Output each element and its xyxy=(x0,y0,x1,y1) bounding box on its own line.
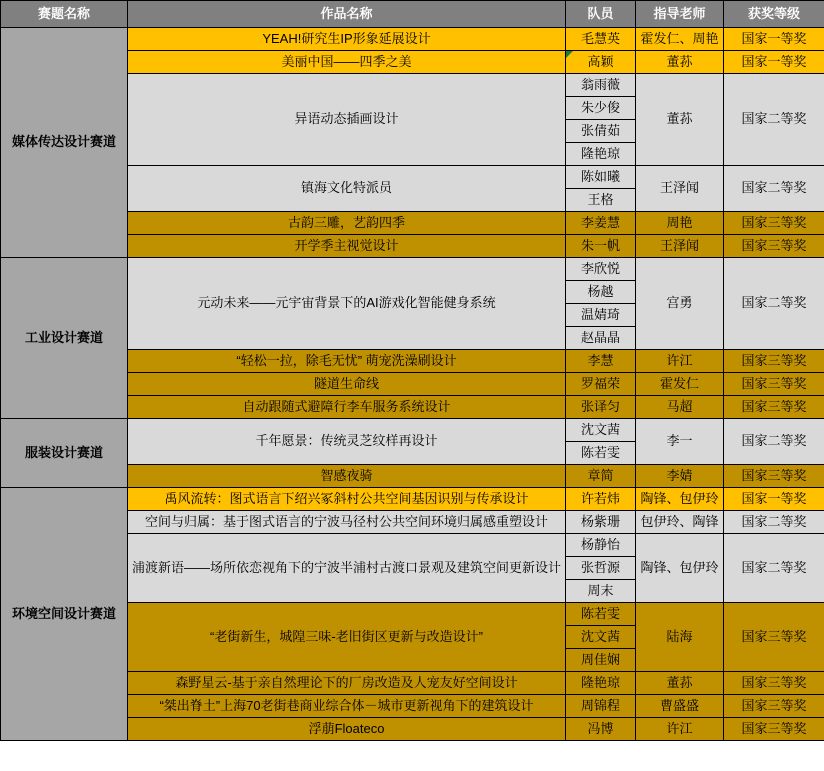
cell-error-indicator-icon xyxy=(566,51,573,58)
member-name-cell[interactable]: 沈文茜 xyxy=(566,419,636,442)
member-name-cell[interactable]: 赵晶晶 xyxy=(566,327,636,350)
work-title-cell[interactable]: 空间与归属：基于图式语言的宁波马径村公共空间环境归属感重塑设计 xyxy=(128,511,566,534)
member-name-cell[interactable]: 杨静怡 xyxy=(566,534,636,557)
award-level-cell[interactable]: 国家二等奖 xyxy=(724,258,824,350)
advisor-cell[interactable]: 马超 xyxy=(636,396,724,419)
member-name-cell[interactable]: 朱一帆 xyxy=(566,235,636,258)
work-title-cell[interactable]: 开学季主视觉设计 xyxy=(128,235,566,258)
header-cell-topic[interactable]: 赛题名称 xyxy=(1,1,128,28)
member-name-cell[interactable]: 周锦程 xyxy=(566,695,636,718)
advisor-cell[interactable]: 王泽闻 xyxy=(636,166,724,212)
section-name-cell[interactable]: 工业设计赛道 xyxy=(1,258,128,419)
section-name-cell[interactable]: 服装设计赛道 xyxy=(1,419,128,488)
award-level-cell[interactable]: 国家三等奖 xyxy=(724,465,824,488)
award-level-cell[interactable]: 国家三等奖 xyxy=(724,212,824,235)
award-level-cell[interactable]: 国家一等奖 xyxy=(724,488,824,511)
work-title-cell[interactable]: “轻松一拉，除毛无忧” 萌宠洗澡刷设计 xyxy=(128,350,566,373)
work-title-cell[interactable]: 自动跟随式避障行李车服务系统设计 xyxy=(128,396,566,419)
award-level-cell[interactable]: 国家三等奖 xyxy=(724,718,824,741)
work-title-cell[interactable]: YEAH!研究生IP形象延展设计 xyxy=(128,28,566,51)
advisor-cell[interactable]: 陆海 xyxy=(636,603,724,672)
member-name-cell[interactable]: 高颖 xyxy=(566,51,636,74)
section-name-cell[interactable]: 环境空间设计赛道 xyxy=(1,488,128,741)
member-name-cell[interactable]: 陈如曦 xyxy=(566,166,636,189)
work-title-cell[interactable]: 禹风流转：图式语言下绍兴冢斜村公共空间基因识别与传承设计 xyxy=(128,488,566,511)
member-name-cell[interactable]: 王格 xyxy=(566,189,636,212)
member-name-cell[interactable]: 许若炜 xyxy=(566,488,636,511)
member-name-cell[interactable]: 陈若雯 xyxy=(566,442,636,465)
award-level-cell[interactable]: 国家一等奖 xyxy=(724,28,824,51)
work-title-cell[interactable]: 隧道生命线 xyxy=(128,373,566,396)
advisor-cell[interactable]: 李婧 xyxy=(636,465,724,488)
member-name-cell[interactable]: 温婧琦 xyxy=(566,304,636,327)
member-name-cell[interactable]: 冯博 xyxy=(566,718,636,741)
header-cell-advisor[interactable]: 指导老师 xyxy=(636,1,724,28)
work-title-cell[interactable]: 古韵三雕，艺韵四季 xyxy=(128,212,566,235)
award-level-cell[interactable]: 国家三等奖 xyxy=(724,396,824,419)
advisor-cell[interactable]: 王泽闻 xyxy=(636,235,724,258)
advisor-cell[interactable]: 周艳 xyxy=(636,212,724,235)
table-row xyxy=(1,28,824,51)
member-name-cell[interactable]: 杨紫珊 xyxy=(566,511,636,534)
member-name-cell[interactable]: 隆艳琼 xyxy=(566,143,636,166)
table-row xyxy=(1,258,824,281)
award-level-cell[interactable]: 国家三等奖 xyxy=(724,373,824,396)
award-level-cell[interactable]: 国家三等奖 xyxy=(724,235,824,258)
member-name-cell[interactable]: 李欣悦 xyxy=(566,258,636,281)
member-name-cell[interactable]: 沈文茜 xyxy=(566,626,636,649)
member-name-cell[interactable]: 周末 xyxy=(566,580,636,603)
member-name-cell[interactable]: 张哲源 xyxy=(566,557,636,580)
award-level-cell[interactable]: 国家二等奖 xyxy=(724,419,824,465)
member-name-cell[interactable]: 罗福荣 xyxy=(566,373,636,396)
table-body xyxy=(1,28,824,741)
award-level-cell[interactable]: 国家一等奖 xyxy=(724,51,824,74)
work-title-cell[interactable]: “老街新生，城隍三味-老旧街区更新与改造设计” xyxy=(128,603,566,672)
member-name-cell[interactable]: 张倩茹 xyxy=(566,120,636,143)
member-name-cell[interactable]: 翁雨薇 xyxy=(566,74,636,97)
work-title-cell[interactable]: “桀出脊土”上海70老街巷商业综合体－城市更新视角下的建筑设计 xyxy=(128,695,566,718)
advisor-cell[interactable]: 许江 xyxy=(636,718,724,741)
advisor-cell[interactable]: 董荪 xyxy=(636,51,724,74)
table-row xyxy=(1,488,824,511)
advisor-cell[interactable]: 霍发仁 xyxy=(636,373,724,396)
member-name-cell[interactable]: 陈若雯 xyxy=(566,603,636,626)
work-title-cell[interactable]: 元动未来——元宇宙背景下的AI游戏化智能健身系统 xyxy=(128,258,566,350)
work-title-cell[interactable]: 森野星云-基于亲自然理论下的厂房改造及人宠友好空间设计 xyxy=(128,672,566,695)
member-name-cell[interactable]: 李慧 xyxy=(566,350,636,373)
work-title-cell[interactable]: 千年愿景：传统灵芝纹样再设计 xyxy=(128,419,566,465)
work-title-cell[interactable]: 美丽中国——四季之美 xyxy=(128,51,566,74)
award-level-cell[interactable]: 国家二等奖 xyxy=(724,74,824,166)
work-title-cell[interactable]: 浮萠Floateco xyxy=(128,718,566,741)
member-name-cell[interactable]: 隆艳琼 xyxy=(566,672,636,695)
member-name-cell[interactable]: 毛慧英 xyxy=(566,28,636,51)
header-cell-work[interactable]: 作品名称 xyxy=(128,1,566,28)
award-level-cell[interactable]: 国家二等奖 xyxy=(724,166,824,212)
table-header-row xyxy=(1,1,824,28)
work-title-cell[interactable]: 智感夜骑 xyxy=(128,465,566,488)
advisor-cell[interactable]: 包伊玲、陶锋 xyxy=(636,511,724,534)
award-level-cell[interactable]: 国家三等奖 xyxy=(724,603,824,672)
header-cell-members[interactable]: 队员 xyxy=(566,1,636,28)
advisor-cell[interactable]: 许江 xyxy=(636,350,724,373)
advisor-cell[interactable]: 董荪 xyxy=(636,672,724,695)
advisor-cell[interactable]: 董荪 xyxy=(636,74,724,166)
member-name-cell[interactable]: 章简 xyxy=(566,465,636,488)
header-cell-award[interactable]: 获奖等级 xyxy=(724,1,824,28)
section-name-cell[interactable]: 媒体传达设计赛道 xyxy=(1,28,128,258)
work-title-cell[interactable]: 浦渡新语——场所依恋视角下的宁波半浦村古渡口景观及建筑空间更新设计 xyxy=(128,534,566,603)
member-name-cell[interactable]: 张译匀 xyxy=(566,396,636,419)
advisor-cell[interactable]: 霍发仁、周艳 xyxy=(636,28,724,51)
member-name-cell[interactable]: 李姜慧 xyxy=(566,212,636,235)
member-name-cell[interactable]: 朱少俊 xyxy=(566,97,636,120)
advisor-cell[interactable]: 曹盛盛 xyxy=(636,695,724,718)
award-level-cell[interactable]: 国家三等奖 xyxy=(724,350,824,373)
member-name-cell[interactable]: 杨越 xyxy=(566,281,636,304)
advisor-cell[interactable]: 宫勇 xyxy=(636,258,724,350)
award-level-cell[interactable]: 国家二等奖 xyxy=(724,534,824,603)
member-name-cell[interactable]: 周佳娴 xyxy=(566,649,636,672)
award-level-cell[interactable]: 国家三等奖 xyxy=(724,695,824,718)
work-title-cell[interactable]: 镇海文化特派员 xyxy=(128,166,566,212)
advisor-cell[interactable]: 陶锋、包伊玲 xyxy=(636,534,724,603)
award-level-cell[interactable]: 国家三等奖 xyxy=(724,672,824,695)
table-row xyxy=(1,419,824,442)
award-level-cell[interactable]: 国家二等奖 xyxy=(724,511,824,534)
advisor-cell[interactable]: 李一 xyxy=(636,419,724,465)
work-title-cell[interactable]: 异语动态插画设计 xyxy=(128,74,566,166)
advisor-cell[interactable]: 陶锋、包伊玲 xyxy=(636,488,724,511)
